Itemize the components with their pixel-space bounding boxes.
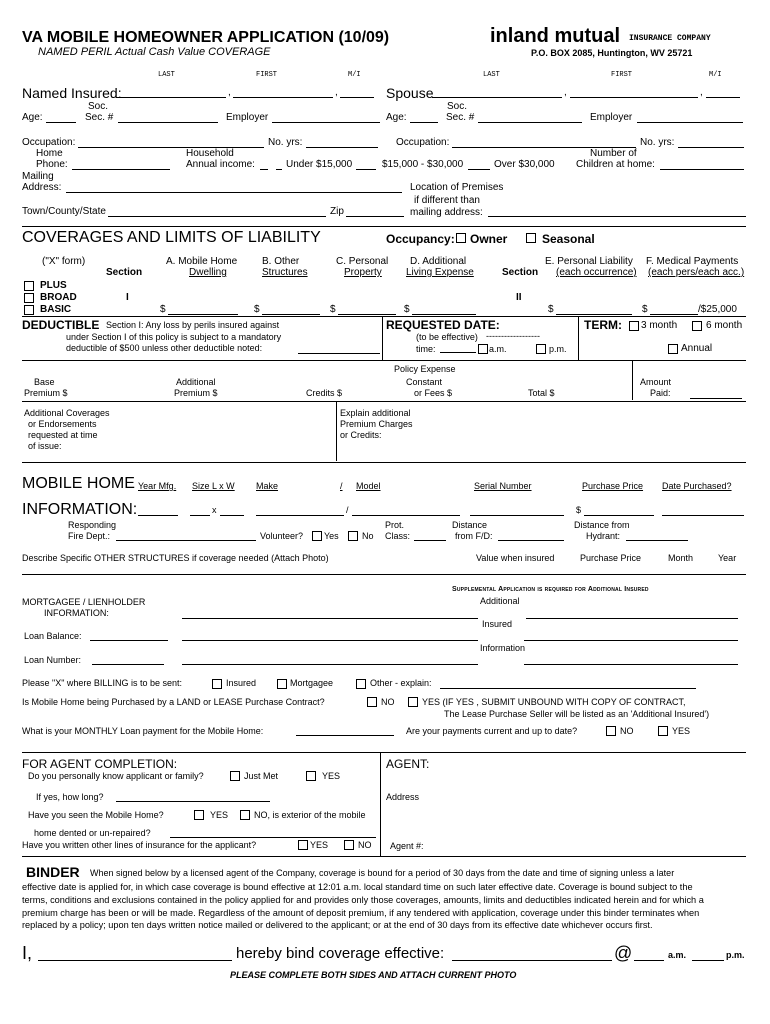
- land-lease-question: Is Mobile Home being Purchased by a LAND or LEASE Purchase Contract?: [22, 697, 325, 707]
- mortgagee-name-field[interactable]: [182, 618, 478, 619]
- home-label: Home: [36, 148, 63, 159]
- current-yes-label: YES: [672, 726, 691, 736]
- describe-other-structures: Describe Specific OTHER STRUCTURES if coverage needed (Attach Photo): [22, 553, 329, 563]
- zip-field[interactable]: [346, 216, 404, 217]
- model-field[interactable]: [352, 515, 460, 516]
- range-15-30-label: $15,000 - $30,000: [382, 159, 464, 170]
- billing-label: Please "X" where BILLING is to be sent:: [22, 678, 182, 688]
- term-6-month-checkbox[interactable]: [692, 321, 702, 331]
- fire-dept-label: Fire Dept.:: [68, 531, 111, 541]
- am-label: a.m.: [489, 344, 507, 354]
- c-personal-label: C. Personal: [336, 256, 389, 267]
- binder-i-label: I,: [22, 943, 33, 963]
- monthly-loan-field[interactable]: [296, 735, 394, 736]
- loan-balance-label: Loan Balance:: [24, 631, 82, 641]
- section-i-label: Section: [106, 267, 143, 278]
- col-mi-spouse: M/I: [709, 71, 722, 79]
- date-dashes[interactable]: ------------------: [486, 331, 540, 341]
- other-lines-question: Have you written other lines of insurance for the applicant?: [22, 840, 257, 850]
- insured-occupation-field[interactable]: [78, 147, 264, 148]
- how-long-field[interactable]: [116, 801, 270, 802]
- from-fd-label: from F/D:: [455, 531, 493, 541]
- lease-seller-note: The Lease Purchase Seller will be listed as an 'Additional Insured'): [444, 709, 710, 719]
- additional-coverages-label: Additional Coverages: [24, 408, 110, 418]
- living-amount-field[interactable]: [412, 314, 476, 315]
- monthly-loan-label: What is your MONTHLY Loan payment for the Mobile Home:: [22, 726, 264, 736]
- form-basic-checkbox[interactable]: [24, 305, 34, 315]
- each-pers-label: (each pers/each acc.): [648, 267, 745, 278]
- x-form-label: ("X" form): [42, 256, 86, 267]
- named-insured-label: Named Insured:: [22, 85, 122, 101]
- medpay-dollar: $: [642, 304, 648, 315]
- know-yes-checkbox[interactable]: [306, 771, 316, 781]
- sec-label: Sec. #: [85, 112, 114, 123]
- deductible-text-1: Section I: Any loss by perils insured against: [106, 320, 280, 330]
- household-label: Household: [186, 148, 234, 159]
- spouse-sec-label: Sec. #: [446, 112, 475, 123]
- payments-current-label: Are your payments current and up to date?: [406, 726, 578, 736]
- form-title: VA MOBILE HOMEOWNER APPLICATION (10/09): [22, 29, 390, 46]
- serial-label: Serial Number: [474, 481, 532, 491]
- volunteer-no-checkbox[interactable]: [348, 531, 358, 541]
- property-amount-field[interactable]: [338, 314, 396, 315]
- mobile-home-heading: MOBILE HOME: [22, 475, 135, 492]
- mailing-label: Mailing: [22, 171, 54, 182]
- prot-class-field[interactable]: [414, 540, 446, 541]
- spouse-employer-label: Employer: [590, 112, 633, 123]
- other-lines-no-checkbox[interactable]: [344, 840, 354, 850]
- binder-text-4: replaced by a policy; upon ten days written notice mailed or delivered to the applicant; or at the end of 30 days from its effective date whichever occurs first.: [22, 920, 653, 930]
- or-endorsements-label: or Endorsements: [28, 419, 97, 429]
- seen-no-checkbox[interactable]: [240, 810, 250, 820]
- age-label: Age:: [22, 112, 43, 123]
- current-no-checkbox[interactable]: [606, 726, 616, 736]
- mortgagee-info-label: INFORMATION:: [44, 608, 109, 618]
- explain-additional-label: Explain additional: [340, 408, 411, 418]
- binder-title: BINDER: [26, 864, 80, 880]
- under-15000-label: Under $15,000: [286, 159, 353, 170]
- agent-address-label: Address: [386, 792, 420, 802]
- time-pm-checkbox[interactable]: [536, 344, 546, 354]
- owner-label: Owner: [470, 232, 508, 246]
- model-label: Model: [356, 481, 381, 491]
- volunteer-yes-label: Yes: [324, 531, 339, 541]
- spouse-soc-label: Soc.: [447, 101, 468, 112]
- mailing-address-field[interactable]: [66, 192, 402, 193]
- loan-balance-field[interactable]: [90, 640, 168, 641]
- agent-number-label: Agent #:: [390, 841, 424, 851]
- other-lines-no-label: NO: [358, 840, 372, 850]
- col-first: FIRST: [256, 71, 278, 79]
- liability-amount-field[interactable]: [556, 314, 632, 315]
- dwelling-amount-field[interactable]: [168, 314, 238, 315]
- responding-label: Responding: [68, 520, 117, 530]
- children-field[interactable]: [660, 169, 744, 170]
- binder-text-3: premium charge has been or will be made. Regardless of the amount of deposit premium, if any tendered with application, coverage under this binder terminates when: [22, 908, 700, 918]
- over-30000-label: Over $30,000: [494, 159, 555, 170]
- d-additional-label: D. Additional: [410, 256, 467, 267]
- paid-label: Paid:: [650, 388, 671, 398]
- three-month-label: 3 month: [641, 320, 678, 331]
- premises-address-field[interactable]: [488, 216, 746, 217]
- term-3-month-checkbox[interactable]: [629, 321, 639, 331]
- binder-text-1: effective date is applied for, in which case coverage is bound effective at 12:01 a.m. local standard time on such later effective date. Coverage is bound subject to the: [22, 882, 693, 892]
- binder-text-2: terms, conditions and exclusions contained in the policy applied for and provides only those coverages, amounts, limits and deductibles indicated herein and for which a: [22, 895, 704, 905]
- annual-label: Annual: [681, 343, 713, 354]
- distance-from-label: Distance from: [574, 520, 630, 530]
- know-applicant-question: Do you personally know applicant or family?: [28, 771, 204, 781]
- make-model-slash-2: /: [346, 505, 349, 515]
- binder-text-first: When signed below by a licensed agent of the Company, coverage is bound for a period of 30 days from the date and time of signing unless a later: [90, 868, 675, 878]
- size-length-field[interactable]: [190, 515, 210, 516]
- volunteer-no-label: No: [362, 531, 374, 541]
- requested-date-label: REQUESTED DATE:: [386, 318, 500, 332]
- supplemental-note: Supplemental Application is required for Additional Insured: [452, 586, 649, 593]
- structures-dollar: $: [254, 304, 260, 315]
- additional-insured-city-field[interactable]: [524, 664, 738, 665]
- additional-insured-address-field[interactable]: [524, 640, 738, 641]
- constant-label: Constant: [406, 377, 443, 387]
- credits-label: Credits $: [306, 388, 343, 398]
- town-county-state-field[interactable]: [108, 216, 326, 217]
- other-lines-yes-label: YES: [310, 840, 329, 850]
- additional-insured-name-field[interactable]: [526, 618, 738, 619]
- insured-years-field[interactable]: [306, 147, 378, 148]
- prot-label: Prot.: [385, 520, 405, 530]
- make-model-slash: /: [340, 481, 343, 491]
- occupancy-owner-checkbox[interactable]: [456, 233, 466, 243]
- med-pay-limit: /$25,000: [698, 304, 737, 315]
- seen-home-question: Have you seen the Mobile Home?: [28, 810, 164, 820]
- living-dollar: $: [404, 304, 410, 315]
- information-label: Information: [480, 643, 526, 653]
- children-at-home-label: Children at home:: [576, 159, 655, 170]
- month-label: Month: [668, 553, 694, 563]
- deductible-text-3: deductible of $500 unless other deductible noted:: [66, 343, 263, 353]
- spouse-mi-field[interactable]: [706, 97, 740, 98]
- just-met-checkbox[interactable]: [230, 771, 240, 781]
- deductible-label: DEDUCTIBLE: [22, 318, 100, 332]
- spouse-age-field[interactable]: [410, 122, 438, 123]
- spouse-last-field[interactable]: [432, 97, 562, 98]
- to-be-effective-label: (to be effective): [416, 332, 478, 342]
- medpay-amount-field[interactable]: [650, 314, 698, 315]
- size-x: x: [212, 505, 217, 515]
- liability-dollar: $: [548, 304, 554, 315]
- bind-pm-label: p.m.: [726, 950, 745, 960]
- other-deductible-field[interactable]: [298, 353, 380, 354]
- spouse-age-label: Age:: [386, 112, 407, 123]
- date-purchased-field[interactable]: [662, 515, 744, 516]
- mortgagee-heading: MORTGAGEE / LIENHOLDER: [22, 597, 146, 607]
- spouse-ssn-field[interactable]: [478, 122, 582, 123]
- bind-date-field[interactable]: [452, 960, 612, 961]
- billing-mortgagee-label: Mortgagee: [290, 678, 334, 688]
- bind-time-pm-field[interactable]: [692, 960, 724, 961]
- insured-last-field[interactable]: [116, 97, 226, 98]
- section-i-numeral: I: [126, 292, 129, 303]
- amount-paid-field[interactable]: [690, 398, 742, 399]
- bind-time-am-field[interactable]: [634, 960, 664, 961]
- agent-signature-field[interactable]: [38, 960, 232, 961]
- spouse-occupation-label: Occupation:: [396, 137, 450, 148]
- year-mfg-label: Year Mfg.: [138, 481, 177, 491]
- size-width-field[interactable]: [220, 515, 244, 516]
- land-lease-no-checkbox[interactable]: [367, 697, 377, 707]
- agent-completion-heading: FOR AGENT COMPLETION:: [22, 757, 178, 771]
- hydrant-field[interactable]: [626, 540, 688, 541]
- how-long-label: If yes, how long?: [36, 792, 104, 802]
- income-over-30000-check[interactable]: [468, 169, 490, 170]
- requested-at-time-label: requested at time: [28, 430, 98, 440]
- spouse-label: Spouse: [386, 85, 434, 101]
- occupation-label: Occupation:: [22, 137, 76, 148]
- occupancy-label: Occupancy:: [386, 232, 455, 246]
- basic-label: BASIC: [40, 304, 72, 315]
- income-under-15000-check[interactable]: [260, 169, 268, 170]
- phone-label: Phone:: [36, 159, 68, 170]
- coverages-divider: [22, 226, 746, 227]
- make-label: Make: [256, 481, 279, 491]
- bind-coverage-text: hereby bind coverage effective:: [236, 945, 445, 962]
- insured-ssn-field[interactable]: [118, 122, 218, 123]
- time-field[interactable]: [440, 352, 476, 353]
- property-label: Property: [344, 267, 382, 278]
- term-annual-checkbox[interactable]: [668, 344, 678, 354]
- other-purchase-price-label: Purchase Price: [580, 553, 642, 563]
- current-no-label: NO: [620, 726, 634, 736]
- size-label: Size L x W: [192, 481, 235, 491]
- other-structures-field[interactable]: [22, 574, 746, 575]
- company-address: P.O. BOX 2085, Huntington, WV 25721: [531, 48, 693, 58]
- income-15-30-check[interactable]: [356, 169, 376, 170]
- dented-field[interactable]: [170, 837, 376, 838]
- col-last: LAST: [158, 71, 175, 79]
- section-ii-label: Section: [502, 267, 539, 278]
- seen-no-label: NO, is exterior of the mobile: [254, 810, 366, 820]
- col-first-spouse: FIRST: [611, 71, 633, 79]
- land-lease-yes-label: YES (IF YES , SUBMIT UNBOUND WITH COPY OF CONTRACT,: [422, 697, 686, 707]
- form-subtitle: NAMED PERIL Actual Cash Value COVERAGE: [38, 46, 271, 58]
- base-label: Base: [34, 377, 55, 387]
- col-mi: M/I: [348, 71, 361, 79]
- mortgagee-city-field[interactable]: [182, 664, 478, 665]
- plus-label: PLUS: [40, 280, 67, 291]
- property-dollar: $: [330, 304, 336, 315]
- seasonal-label: Seasonal: [542, 232, 595, 246]
- land-lease-no-label: NO: [381, 697, 395, 707]
- living-expense-label: Living Expense: [406, 267, 474, 278]
- fire-dept-field[interactable]: [116, 540, 256, 541]
- number-of-label: Number of: [590, 148, 637, 159]
- mailing-address-label: mailing address:: [410, 207, 483, 218]
- premium-charges-label: Premium Charges: [340, 419, 413, 429]
- insured-label: Insured: [482, 619, 513, 629]
- address-label: Address:: [22, 182, 62, 193]
- billing-other-checkbox[interactable]: [356, 679, 366, 689]
- total-label: Total $: [528, 388, 555, 398]
- time-am-checkbox[interactable]: [478, 344, 488, 354]
- location-of-premises-label: Location of Premises: [410, 182, 504, 193]
- value-when-insured-label: Value when insured: [476, 553, 555, 563]
- purchase-price-field[interactable]: [584, 515, 654, 516]
- make-field[interactable]: [256, 515, 344, 516]
- bind-am-label: a.m.: [668, 950, 687, 960]
- structures-label: Structures: [262, 267, 308, 278]
- footer-note: PLEASE COMPLETE BOTH SIDES AND ATTACH CURRENT PHOTO: [230, 970, 517, 980]
- dwelling-dollar: $: [160, 304, 166, 315]
- year-label: Year: [718, 553, 737, 563]
- mortgagee-address-field[interactable]: [182, 640, 478, 641]
- or-credits-label: or Credits:: [340, 430, 382, 440]
- at-symbol: @: [614, 943, 633, 963]
- other-lines-yes-checkbox[interactable]: [298, 840, 308, 850]
- land-lease-yes-checkbox[interactable]: [408, 697, 418, 707]
- agent-label: AGENT:: [386, 757, 430, 771]
- spouse-first-field[interactable]: [570, 97, 698, 98]
- occupancy-seasonal-checkbox[interactable]: [526, 233, 536, 243]
- coverages-heading: COVERAGES AND LIMITS OF LIABILITY: [22, 229, 321, 246]
- employer-label: Employer: [226, 112, 269, 123]
- insured-first-field[interactable]: [233, 97, 333, 98]
- serial-field[interactable]: [470, 515, 564, 516]
- spouse-employer-field[interactable]: [637, 122, 743, 123]
- deductible-text-2: under Section I of this policy is subject to a mandatory: [66, 332, 282, 342]
- e-personal-liability-label: E. Personal Liability: [545, 256, 633, 267]
- billing-other-field[interactable]: [440, 688, 696, 689]
- billing-other-label: Other - explain:: [370, 678, 432, 688]
- information-heading: INFORMATION:: [22, 501, 138, 518]
- loan-number-label: Loan Number:: [24, 655, 82, 665]
- purchase-price-label: Purchase Price: [582, 481, 644, 491]
- company-suffix: INSURANCE COMPANY: [629, 34, 711, 43]
- company-name: inland mutual: [490, 25, 620, 47]
- form-broad-checkbox[interactable]: [24, 293, 34, 303]
- insured-employer-field[interactable]: [272, 122, 380, 123]
- town-county-state-label: Town/County/State: [22, 206, 106, 217]
- hydrant-label: Hydrant:: [586, 531, 621, 541]
- insured-age-field[interactable]: [46, 122, 76, 123]
- six-month-label: 6 month: [706, 320, 743, 331]
- purchase-price-dollar: $: [576, 505, 582, 515]
- amount-label: Amount: [640, 377, 672, 387]
- zip-label: Zip: [330, 206, 344, 217]
- b-other-label: B. Other: [262, 256, 300, 267]
- seen-yes-checkbox[interactable]: [194, 810, 204, 820]
- date-purchased-label: Date Purchased?: [662, 481, 732, 491]
- distance-fd-field[interactable]: [498, 540, 564, 541]
- current-yes-checkbox[interactable]: [658, 726, 668, 736]
- policy-expense-label: Policy Expense: [394, 364, 456, 374]
- year-mfg-field[interactable]: [138, 515, 178, 516]
- billing-insured-label: Insured: [226, 678, 257, 688]
- form-plus-checkbox[interactable]: [24, 281, 34, 291]
- no-yrs-label: No. yrs:: [268, 137, 303, 148]
- col-last-spouse: LAST: [483, 71, 500, 79]
- billing-mortgagee-checkbox[interactable]: [277, 679, 287, 689]
- time-label: time:: [416, 344, 436, 354]
- each-occurrence-label: (each occurrence): [556, 267, 637, 278]
- structures-amount-field[interactable]: [262, 314, 320, 315]
- class-label: Class:: [385, 531, 411, 541]
- additional-insured-label: Additional: [480, 596, 520, 606]
- seen-yes-label: YES: [210, 810, 229, 820]
- additional-premium-label: Premium $: [174, 388, 218, 398]
- distance-label: Distance: [452, 520, 488, 530]
- if-different-label: if different than: [414, 195, 480, 206]
- just-met-label: Just Met: [244, 771, 279, 781]
- broad-label: BROAD: [40, 292, 77, 303]
- section-ii-numeral: II: [516, 292, 522, 303]
- additional-label: Additional: [176, 377, 216, 387]
- volunteer-yes-checkbox[interactable]: [312, 531, 322, 541]
- billing-insured-checkbox[interactable]: [212, 679, 222, 689]
- a-mobile-home-label: A. Mobile Home: [166, 256, 238, 267]
- volunteer-label: Volunteer?: [260, 531, 304, 541]
- loan-number-field[interactable]: [92, 664, 164, 665]
- annual-income-label: Annual income:: [186, 159, 255, 170]
- of-issue-label: of issue:: [28, 441, 62, 451]
- pm-label: p.m.: [549, 344, 567, 354]
- know-yes-label: YES: [322, 771, 341, 781]
- spouse-no-yrs-label: No. yrs:: [640, 137, 675, 148]
- home-phone-field[interactable]: [72, 169, 170, 170]
- insured-mi-field[interactable]: [340, 97, 374, 98]
- spouse-years-field[interactable]: [678, 147, 744, 148]
- dented-question: home dented or un-repaired?: [34, 828, 151, 838]
- base-premium-label: Premium $: [24, 388, 68, 398]
- or-fees-label: or Fees $: [414, 388, 453, 398]
- soc-label: Soc.: [88, 101, 109, 112]
- term-label: TERM:: [584, 318, 622, 332]
- dwelling-label: Dwelling: [189, 267, 227, 278]
- f-medical-label: F. Medical Payments: [646, 256, 739, 267]
